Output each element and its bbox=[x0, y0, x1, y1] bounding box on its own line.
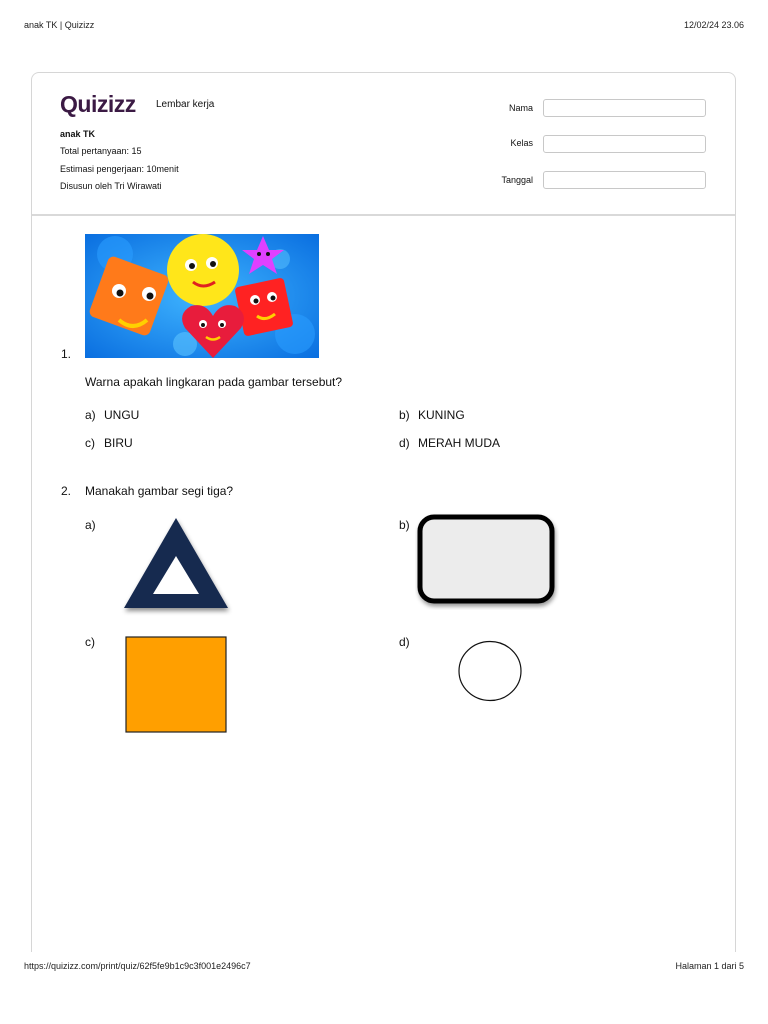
question-1-number: 1. bbox=[61, 347, 72, 361]
q2-option-d-label[interactable]: d) bbox=[399, 635, 410, 649]
q1-option-b[interactable] bbox=[399, 408, 465, 422]
q2-option-c-label[interactable]: c) bbox=[85, 635, 95, 649]
option-text: UNGU bbox=[104, 408, 140, 422]
author: Disusun oleh Tri Wirawati bbox=[60, 181, 162, 191]
q1-option-c[interactable] bbox=[85, 436, 133, 450]
print-header-datetime: 12/02/24 23.06 bbox=[683, 20, 744, 30]
question-2-text: Manakah gambar segi tiga? bbox=[85, 484, 234, 498]
shapes-image bbox=[85, 234, 319, 358]
estimated-time: Estimasi pengerjaan: 10menit bbox=[60, 164, 179, 174]
rounded-rectangle-icon[interactable] bbox=[415, 512, 559, 610]
option-key: c) bbox=[85, 436, 95, 450]
worksheet-header bbox=[32, 73, 735, 216]
quiz-title: anak TK bbox=[60, 129, 96, 139]
q2-option-a-label[interactable]: a) bbox=[85, 518, 96, 532]
print-header-title: anak TK | Quizizz bbox=[24, 20, 95, 30]
name-field[interactable] bbox=[543, 99, 706, 117]
triangle-icon[interactable] bbox=[120, 514, 234, 616]
option-key: a) bbox=[85, 408, 96, 422]
date-field[interactable] bbox=[543, 171, 706, 189]
q1-option-a[interactable] bbox=[85, 408, 139, 422]
square-icon[interactable] bbox=[125, 636, 228, 734]
total-questions: Total pertanyaan: 15 bbox=[60, 146, 142, 156]
circle-icon[interactable] bbox=[456, 639, 526, 705]
red-square-shape bbox=[234, 277, 293, 336]
quizizz-logo: Quizizz bbox=[60, 91, 136, 117]
print-footer-url[interactable]: https://quizizz.com/print/quiz/62f5fe9b1c9c3f001e2496c7 bbox=[24, 961, 251, 971]
worksheet-subtitle: Lembar kerja bbox=[156, 99, 215, 110]
print-header bbox=[24, 20, 744, 30]
print-footer bbox=[24, 961, 744, 971]
question-1-text: Warna apakah lingkaran pada gambar tersebut? bbox=[85, 375, 343, 389]
option-key: b) bbox=[399, 408, 410, 422]
option-text: MERAH MUDA bbox=[418, 436, 501, 450]
q2-option-b-label[interactable]: b) bbox=[399, 518, 410, 532]
print-footer-page: Halaman 1 dari 5 bbox=[675, 961, 744, 971]
q1-option-d[interactable] bbox=[399, 436, 500, 450]
option-text: BIRU bbox=[104, 436, 133, 450]
class-field[interactable] bbox=[543, 135, 706, 153]
option-key: d) bbox=[399, 436, 410, 450]
option-text: KUNING bbox=[418, 408, 465, 422]
yellow-circle-shape bbox=[167, 234, 239, 306]
name-label: Nama bbox=[508, 103, 533, 113]
question-2-number: 2. bbox=[61, 484, 72, 498]
date-label: Tanggal bbox=[501, 175, 533, 185]
class-label: Kelas bbox=[510, 138, 533, 148]
worksheet-page bbox=[31, 72, 736, 952]
